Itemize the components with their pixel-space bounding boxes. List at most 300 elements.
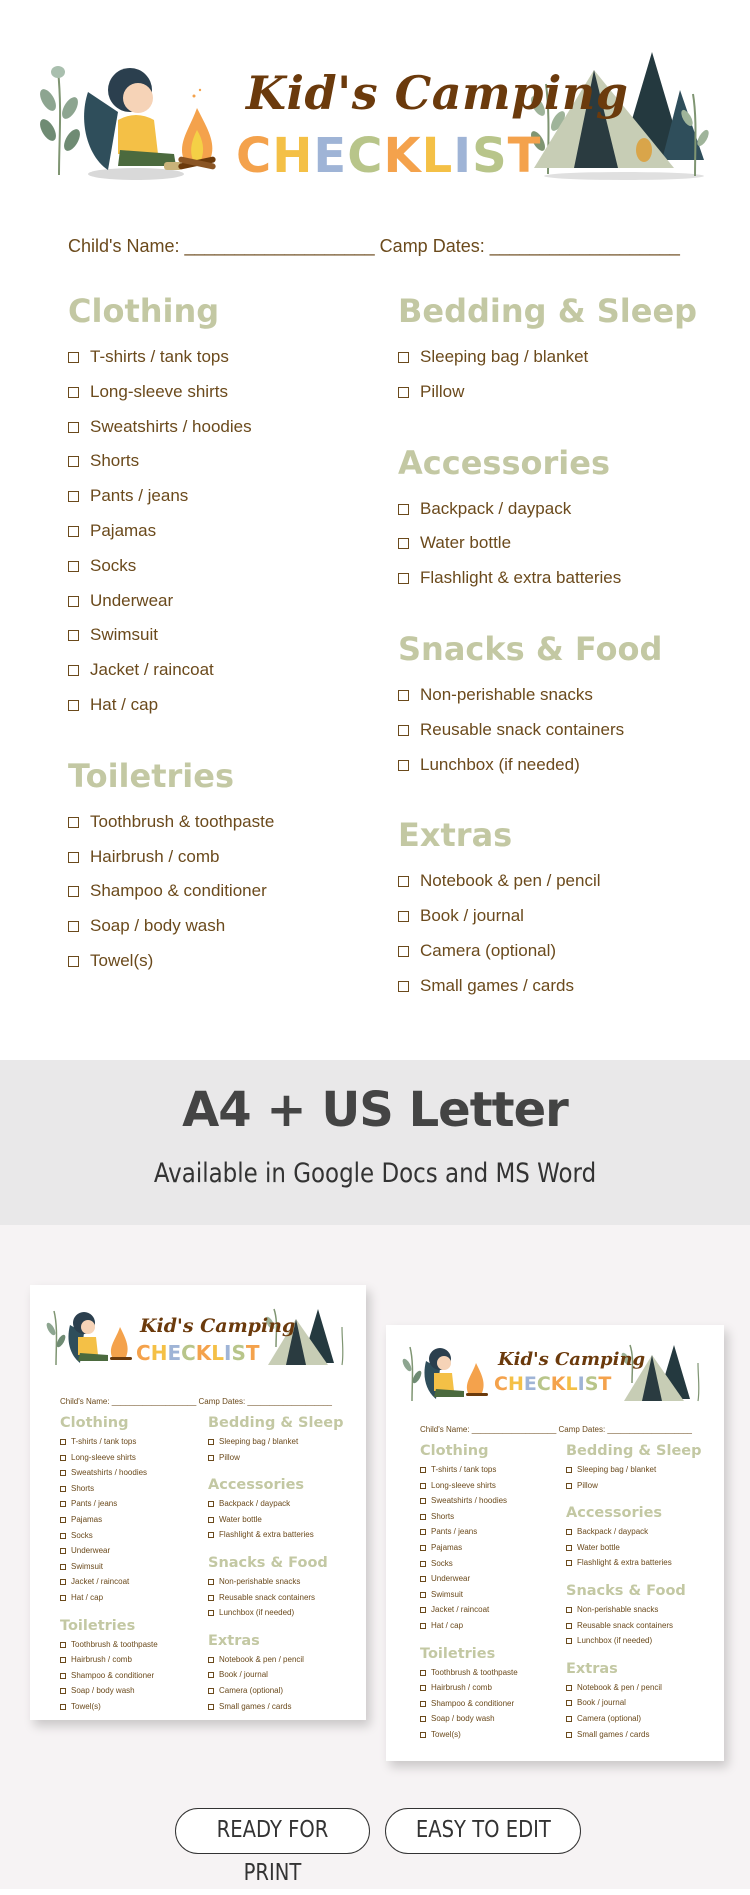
checklist-item-label: Notebook & pen / pencil	[219, 1654, 304, 1664]
checklist-item-label: Pants / jeans	[431, 1527, 478, 1537]
checklist-item-label: Water bottle	[420, 533, 512, 553]
checkbox-icon[interactable]	[208, 1672, 214, 1678]
checklist-item	[208, 1605, 344, 1621]
mini-title-checklist: CHECKLIST	[494, 1373, 612, 1395]
section-accessories	[208, 1477, 344, 1543]
checkbox-icon[interactable]	[68, 956, 79, 967]
checklist-item	[420, 1696, 518, 1712]
checkbox-icon[interactable]	[68, 630, 79, 641]
checklist-item-label: Lunchbox (if needed)	[420, 754, 580, 774]
checklist-item	[68, 805, 388, 840]
checkbox-icon[interactable]	[420, 1576, 426, 1582]
mini-title-checklist: CHECKLIST	[136, 1341, 260, 1365]
section-title: Accessories	[398, 443, 610, 482]
section-title: Bedding & Sleep	[566, 1443, 702, 1459]
checklist-item	[420, 1571, 518, 1587]
checklist-item	[420, 1462, 518, 1478]
checklist-item-label: Book / journal	[577, 1698, 626, 1708]
checklist-item-label: Water bottle	[219, 1514, 262, 1524]
section-title: Accessories	[566, 1505, 663, 1522]
checklist-item	[68, 410, 388, 445]
checklist-item	[68, 688, 388, 723]
checklist-item	[68, 584, 388, 619]
checklist-item-label: Pajamas	[431, 1542, 463, 1552]
checklist-item	[208, 1434, 344, 1450]
checklist-item	[420, 1556, 518, 1572]
checklist-item	[60, 1559, 158, 1575]
checklist-item-label: Small games / cards	[577, 1729, 650, 1739]
section-clothing	[60, 1415, 158, 1606]
checklist-item-label: Socks	[431, 1558, 453, 1568]
checklist-item	[60, 1574, 158, 1590]
checkbox-icon[interactable]	[68, 886, 79, 897]
checkbox-icon[interactable]	[68, 665, 79, 676]
checklist-item-label: Reusable snack containers	[577, 1620, 674, 1630]
checklist-item	[68, 618, 388, 653]
checkbox-icon[interactable]	[208, 1579, 214, 1585]
checklist-item	[60, 1590, 158, 1606]
format-band	[0, 1060, 750, 1225]
checkbox-icon[interactable]	[60, 1517, 66, 1523]
checklist-item-label: Shampoo & conditioner	[431, 1698, 515, 1708]
checklist-item	[420, 1618, 518, 1634]
checklist-item	[60, 1668, 158, 1684]
checklist-item-label: Pillow	[420, 381, 465, 401]
checklist-item	[208, 1527, 344, 1543]
checkbox-icon[interactable]	[68, 491, 79, 502]
section-title: Extras	[398, 816, 513, 855]
checkbox-icon[interactable]	[68, 352, 79, 363]
checklist-item-label: Backpack / daypack	[420, 498, 572, 518]
checklist-item	[68, 514, 388, 549]
checklist-item	[420, 1587, 518, 1603]
checklist-item	[60, 1699, 158, 1715]
checklist-item-label: Soap / body wash	[71, 1686, 135, 1696]
section-accessories	[566, 1505, 702, 1571]
mini-title-script: Kid's Camping	[140, 1315, 296, 1337]
checklist-item	[566, 1727, 702, 1743]
section-clothing	[420, 1443, 518, 1634]
checkbox-icon[interactable]	[566, 1700, 572, 1706]
checkbox-icon[interactable]	[68, 852, 79, 863]
checklist-item-label: Shampoo & conditioner	[71, 1670, 155, 1680]
checkbox-icon[interactable]	[566, 1607, 572, 1613]
checklist-item-label: Swimsuit	[71, 1561, 104, 1571]
checkbox-icon[interactable]	[420, 1670, 426, 1676]
checkbox-icon[interactable]	[420, 1716, 426, 1722]
checkbox-icon[interactable]	[420, 1514, 426, 1520]
section-title: Snacks & Food	[398, 629, 663, 668]
section-snacks-food	[566, 1583, 702, 1649]
preview-page-a4	[30, 1285, 366, 1720]
section-toiletries	[60, 1618, 158, 1715]
checklist-item-label: Soap / body wash	[431, 1714, 495, 1724]
checkbox-icon[interactable]	[60, 1439, 66, 1445]
preview-area	[0, 1225, 750, 1889]
checklist-item-label: Non-perishable snacks	[420, 684, 593, 704]
section-title: Bedding & Sleep	[398, 292, 698, 330]
checklist-item-label: Camera (optional)	[577, 1713, 642, 1723]
checkbox-icon[interactable]	[68, 817, 79, 828]
format-title: A4 + US Letter	[182, 1082, 568, 1138]
checklist-item	[208, 1652, 344, 1668]
checkbox-icon[interactable]	[60, 1548, 66, 1554]
checkbox-icon[interactable]	[398, 387, 409, 398]
checkbox-icon[interactable]	[420, 1483, 426, 1489]
checklist-item-label: Long-sleeve shirts	[71, 1452, 136, 1462]
section-toiletries	[68, 755, 388, 979]
checklist-item	[208, 1574, 344, 1590]
checklist-item-label: Pillow	[577, 1480, 598, 1490]
section-extras	[398, 814, 718, 1003]
checkbox-icon[interactable]	[68, 561, 79, 572]
checkbox-icon[interactable]	[398, 725, 409, 736]
checklist-item-label: Long-sleeve shirts	[431, 1480, 496, 1490]
checklist-item	[68, 444, 388, 479]
section-bedding-sleep	[398, 290, 718, 410]
checklist-item-label: Lunchbox (if needed)	[219, 1608, 295, 1618]
checklist-item-label: Backpack / daypack	[219, 1499, 291, 1509]
checkbox-icon[interactable]	[68, 387, 79, 398]
checklist-item	[566, 1555, 702, 1571]
checklist-item-label: T-shirts / tank tops	[71, 1437, 137, 1446]
section-title: Clothing	[68, 292, 220, 330]
checklist-item-label: T-shirts / tank tops	[90, 347, 229, 366]
checklist-item	[60, 1450, 158, 1466]
checkbox-icon[interactable]	[398, 538, 409, 549]
checklist-item-label: Toothbrush & toothpaste	[71, 1639, 158, 1649]
section-title: Snacks & Food	[208, 1554, 328, 1571]
checkbox-icon[interactable]	[398, 352, 409, 363]
checklist-item-label: T-shirts / tank tops	[431, 1465, 497, 1474]
checkbox-icon[interactable]	[398, 911, 409, 922]
checkbox-icon[interactable]	[60, 1486, 66, 1492]
checklist-item-label: Toothbrush & toothpaste	[431, 1667, 518, 1677]
checkbox-icon[interactable]	[420, 1498, 426, 1504]
checkbox-icon[interactable]	[208, 1501, 214, 1507]
checklist-item	[68, 840, 388, 875]
checklist-item-label: Hat / cap	[90, 694, 159, 714]
checkbox-icon[interactable]	[420, 1592, 426, 1598]
checkbox-icon[interactable]	[420, 1732, 426, 1738]
preview-page-letter	[386, 1325, 724, 1761]
checklist-item	[208, 1590, 344, 1606]
checklist-item-label: Pajamas	[90, 520, 157, 540]
checklist-item-label: Flashlight & extra batteries	[219, 1530, 314, 1540]
checkbox-icon[interactable]	[68, 422, 79, 433]
section-title: Extras	[566, 1660, 618, 1677]
checklist-item	[566, 1680, 702, 1696]
checklist-item-label: Pants / jeans	[71, 1499, 118, 1509]
checklist-item	[420, 1711, 518, 1727]
checkbox-icon[interactable]	[208, 1610, 214, 1616]
checklist-item-label: Hairbrush / comb	[431, 1683, 492, 1693]
checkbox-icon[interactable]	[566, 1638, 572, 1644]
checklist-item-label: Jacket / raincoat	[71, 1577, 130, 1587]
checklist-item-label: Swimsuit	[431, 1589, 464, 1599]
checklist-item-label: Swimsuit	[90, 625, 159, 645]
checkbox-icon[interactable]	[60, 1564, 66, 1570]
checklist-item-label: Small games / cards	[219, 1701, 292, 1711]
checkbox-icon[interactable]	[566, 1483, 572, 1489]
checklist-item	[420, 1540, 518, 1556]
checkbox-icon[interactable]	[60, 1470, 66, 1476]
checklist-item	[420, 1493, 518, 1509]
mini-name-line: Child's Name: ___________________ Camp Dates: ___________________	[420, 1425, 692, 1434]
mini-title-script: Kid's Camping	[498, 1349, 646, 1370]
checkbox-icon[interactable]	[420, 1467, 426, 1473]
checkbox-icon[interactable]	[60, 1501, 66, 1507]
checklist-item	[398, 340, 718, 375]
checklist-item-label: Book / journal	[219, 1670, 268, 1680]
checklist-item-label: Camera (optional)	[420, 940, 557, 960]
checkbox-icon[interactable]	[398, 504, 409, 515]
checklist-item	[398, 934, 718, 969]
checklist-item-label: Flashlight & extra batteries	[420, 568, 622, 588]
easy-to-edit-badge	[385, 1808, 581, 1854]
checklist-item	[420, 1680, 518, 1696]
checkbox-icon[interactable]	[208, 1704, 214, 1710]
checklist-item-label: Towel(s)	[431, 1729, 461, 1739]
checklist-item	[398, 969, 718, 1004]
checklist-item	[398, 375, 718, 410]
checklist-item	[68, 909, 388, 944]
checkbox-icon[interactable]	[420, 1607, 426, 1613]
checklist-item	[398, 492, 718, 527]
section-title: Toiletries	[60, 1617, 136, 1634]
checkbox-icon[interactable]	[68, 700, 79, 711]
checkbox-icon[interactable]	[208, 1439, 214, 1445]
checkbox-icon[interactable]	[566, 1545, 572, 1551]
section-title: Clothing	[60, 1415, 129, 1431]
checkbox-icon[interactable]	[60, 1657, 66, 1663]
name-and-dates-line: Child's Name: ___________________ Camp Dates: ___________________	[68, 236, 680, 256]
checklist-item-label: Water bottle	[577, 1542, 620, 1552]
checklist-item-label: Hat / cap	[431, 1620, 464, 1630]
checklist-item-label: Towel(s)	[90, 950, 154, 970]
checklist-item-label: Lunchbox (if needed)	[577, 1636, 653, 1646]
checklist-item	[68, 479, 388, 514]
checkbox-icon[interactable]	[398, 946, 409, 957]
checklist-item-label: Sweatshirts / hoodies	[71, 1468, 148, 1478]
checklist-item-label: Pants / jeans	[90, 486, 189, 506]
checklist-item	[60, 1528, 158, 1544]
mini-right-column	[208, 1415, 344, 1720]
checklist-item	[566, 1695, 702, 1711]
mini-left-column	[420, 1443, 518, 1755]
checklist-item-label: Backpack / daypack	[577, 1527, 649, 1537]
checklist-item	[60, 1543, 158, 1559]
checklist-item-label: Flashlight & extra batteries	[577, 1558, 672, 1568]
section-title: Accessories	[208, 1477, 305, 1494]
checklist-item-label: Shorts	[71, 1483, 95, 1493]
checklist-item-label: Hairbrush / comb	[71, 1655, 132, 1665]
checklist-item	[566, 1524, 702, 1540]
checklist-item-label: Reusable snack containers	[219, 1592, 316, 1602]
checkbox-icon[interactable]	[60, 1595, 66, 1601]
checklist-item-label: Non-perishable snacks	[219, 1576, 301, 1586]
checkbox-icon[interactable]	[68, 921, 79, 932]
section-title: Toiletries	[68, 756, 234, 795]
checklist-item	[398, 678, 718, 713]
checklist-item	[68, 944, 388, 979]
checklist-item-label: Sleeping bag / blanket	[420, 347, 589, 366]
checklist-item-label: Underwear	[431, 1574, 471, 1584]
mini-name-line: Child's Name: ___________________ Camp Dates: ___________________	[60, 1397, 332, 1406]
checklist-item-label: Pajamas	[71, 1514, 103, 1524]
checkbox-icon[interactable]	[420, 1701, 426, 1707]
checklist-item	[420, 1602, 518, 1618]
checklist-item-label: Jacket / raincoat	[431, 1605, 490, 1615]
checklist-item-label: Small games / cards	[420, 975, 574, 995]
checkbox-icon[interactable]	[60, 1642, 66, 1648]
checklist-item	[60, 1637, 158, 1653]
checklist-item	[398, 713, 718, 748]
easy-to-edit-label: EASY TO EDIT	[415, 1817, 551, 1843]
section-title: Extras	[208, 1632, 260, 1649]
checkbox-icon[interactable]	[208, 1688, 214, 1694]
checklist-item	[208, 1512, 344, 1528]
checklist-item-label: Camera (optional)	[219, 1685, 284, 1695]
checklist-item	[420, 1665, 518, 1681]
section-title: Clothing	[420, 1443, 489, 1459]
checkbox-icon[interactable]	[208, 1517, 214, 1523]
checklist-item	[566, 1602, 702, 1618]
section-bedding-sleep	[566, 1443, 702, 1493]
checkbox-icon[interactable]	[68, 456, 79, 467]
checklist-item	[60, 1481, 158, 1497]
checkbox-icon[interactable]	[566, 1685, 572, 1691]
checklist-item-label: Towel(s)	[71, 1701, 101, 1711]
checklist-item	[60, 1652, 158, 1668]
checklist-item-label: Non-perishable snacks	[577, 1604, 659, 1614]
title-script: Kid's Camping	[246, 66, 629, 120]
campfire-icon	[172, 88, 222, 180]
checkbox-icon[interactable]	[398, 760, 409, 771]
checklist-item-label: Sleeping bag / blanket	[577, 1465, 657, 1474]
checklist-item-label: Notebook & pen / pencil	[420, 871, 601, 891]
checkbox-icon[interactable]	[60, 1533, 66, 1539]
checklist-item	[398, 864, 718, 899]
checkbox-icon[interactable]	[68, 526, 79, 537]
checkbox-icon[interactable]	[566, 1560, 572, 1566]
checklist-item-label: Socks	[71, 1530, 93, 1540]
checklist-item-label: Underwear	[90, 590, 174, 610]
section-accessories	[398, 442, 718, 596]
plant-far-right-icon	[680, 88, 710, 178]
checklist-item-label: Soap / body wash	[90, 916, 226, 936]
checklist-item	[68, 653, 388, 688]
checklist-item	[60, 1434, 158, 1450]
checklist-item	[60, 1465, 158, 1481]
checkbox-icon[interactable]	[208, 1657, 214, 1663]
checklist-item	[398, 899, 718, 934]
checkbox-icon[interactable]	[566, 1467, 572, 1473]
checklist-item	[208, 1496, 344, 1512]
checkbox-icon[interactable]	[420, 1561, 426, 1567]
ready-for-print-label: READY FOR PRINT	[216, 1817, 329, 1886]
checklist-item-label: Jacket / raincoat	[90, 660, 214, 680]
checkbox-icon[interactable]	[60, 1688, 66, 1694]
checkbox-icon[interactable]	[566, 1716, 572, 1722]
checklist-item	[68, 340, 388, 375]
checkbox-icon[interactable]	[420, 1685, 426, 1691]
checkbox-icon[interactable]	[68, 596, 79, 607]
checklist-item-label: Underwear	[71, 1546, 111, 1556]
checkbox-icon[interactable]	[60, 1673, 66, 1679]
checklist-item	[566, 1540, 702, 1556]
section-snacks-food	[398, 628, 718, 782]
checkbox-icon[interactable]	[398, 573, 409, 584]
checklist-item	[398, 526, 718, 561]
checkbox-icon[interactable]	[208, 1455, 214, 1461]
checklist-item	[68, 375, 388, 410]
checkbox-icon[interactable]	[566, 1529, 572, 1535]
checkbox-icon[interactable]	[60, 1704, 66, 1710]
checkbox-icon[interactable]	[60, 1579, 66, 1585]
checkbox-icon[interactable]	[420, 1545, 426, 1551]
checklist-item-label: Sweatshirts / hoodies	[431, 1496, 508, 1506]
checklist-item	[566, 1711, 702, 1727]
checklist-item-label: Toothbrush & toothpaste	[90, 811, 275, 831]
checklist-item	[420, 1478, 518, 1494]
checklist-item-label: Hairbrush / comb	[90, 846, 220, 866]
checklist-item-label: Shorts	[431, 1511, 455, 1521]
checkbox-icon[interactable]	[208, 1532, 214, 1538]
title-checklist: CHECKLIST	[236, 128, 542, 184]
checklist-item-label: Sweatshirts / hoodies	[90, 416, 252, 436]
checklist-item	[566, 1633, 702, 1649]
section-extras	[566, 1661, 702, 1742]
section-clothing	[68, 290, 388, 723]
checklist-item-label: Socks	[90, 555, 137, 575]
checklist-item	[208, 1683, 344, 1699]
checklist-item	[68, 549, 388, 584]
checklist-item-label: Reusable snack containers	[420, 719, 625, 739]
checklist-item	[420, 1524, 518, 1540]
checkbox-icon[interactable]	[566, 1732, 572, 1738]
checkbox-icon[interactable]	[420, 1623, 426, 1629]
checklist-item-label: Long-sleeve shirts	[90, 381, 228, 401]
checkbox-icon[interactable]	[398, 876, 409, 887]
section-extras	[208, 1633, 344, 1714]
section-title: Bedding & Sleep	[208, 1415, 344, 1431]
checklist-item	[566, 1618, 702, 1634]
checklist-item	[566, 1478, 702, 1494]
checkbox-icon[interactable]	[60, 1455, 66, 1461]
section-snacks-food	[208, 1555, 344, 1621]
checklist-item-label: Book / journal	[420, 906, 524, 926]
ready-for-print-badge	[175, 1808, 370, 1886]
checklist-item-label: Sleeping bag / blanket	[219, 1437, 299, 1446]
checklist-item	[208, 1699, 344, 1715]
checklist-item	[398, 561, 718, 596]
checklist-item	[60, 1496, 158, 1512]
checklist-item	[566, 1462, 702, 1478]
checkbox-icon[interactable]	[398, 981, 409, 992]
checklist-item	[208, 1667, 344, 1683]
checkbox-icon[interactable]	[398, 690, 409, 701]
section-title: Snacks & Food	[566, 1582, 686, 1599]
checklist-item-label: Shampoo & conditioner	[90, 881, 267, 901]
checkbox-icon[interactable]	[566, 1623, 572, 1629]
checklist-left-column	[68, 290, 388, 1011]
checklist-right-column	[398, 290, 718, 1036]
checkbox-icon[interactable]	[208, 1595, 214, 1601]
checkbox-icon[interactable]	[420, 1529, 426, 1535]
section-title: Toiletries	[420, 1645, 496, 1662]
checklist-item	[68, 874, 388, 909]
